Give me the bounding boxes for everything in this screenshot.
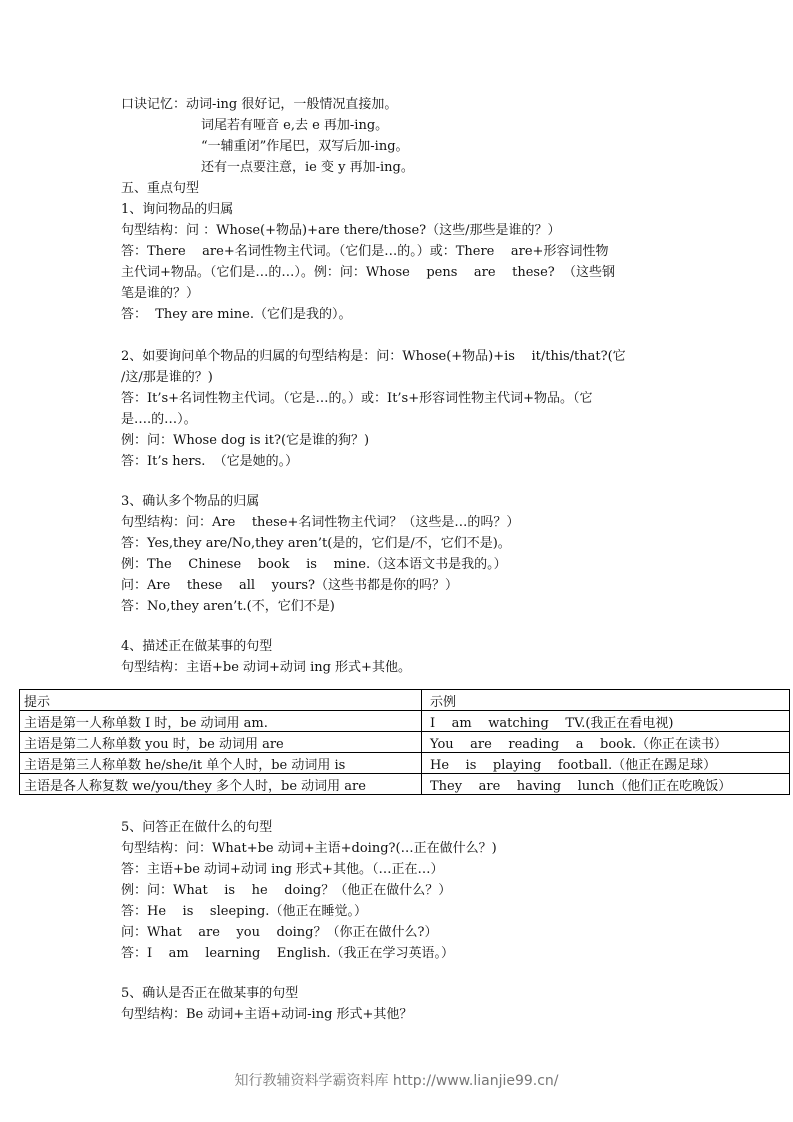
s2-title: 2、如要询问单个物品的归属的句型结构是：问：Whose(+物品)+is it/this/that?(它 (121, 349, 626, 364)
mnemonic-line-4: 还有一点要注意，ie 变 y 再加-ing。 (201, 160, 414, 175)
table-header-row (20, 690, 790, 711)
s3-line: 答：Yes,they are/No,they aren’t(是的，它们是/不，它们不是)。 (121, 536, 511, 551)
s3-line: 问：Are these all yours?（这些书都是你的吗？） (121, 578, 459, 593)
s3-line: 答：No,they aren’t.(不，它们不是) (121, 599, 335, 614)
table-row (20, 753, 790, 774)
s1-line: 笔是谁的？） (121, 286, 200, 301)
s5-line: 问：What are you doing？（你正在做什么?） (121, 925, 438, 940)
s4-title: 4、描述正在做某事的句型 (121, 639, 273, 654)
s5-line: 答：He is sleeping.（他正在睡觉。） (121, 904, 367, 919)
table-cell-hint: 主语是第二人称单数 you 时，be 动词用 are (20, 732, 422, 753)
s5-title: 5、问答正在做什么的句型 (121, 820, 273, 835)
s2-line: /这/那是谁的？) (121, 370, 213, 385)
s5-line: 句型结构：问：What+be 动词+主语+doing?(…正在做什么？) (121, 841, 497, 856)
s3-line: 例：The Chinese book is mine.（这本语文书是我的。） (121, 557, 507, 572)
table-cell-hint: 主语是第三人称单数 he/she/it 单个人时，be 动词用 is (20, 753, 422, 774)
s6-line: 句型结构：Be 动词+主语+动词-ing 形式+其他？ (121, 1007, 413, 1022)
section-heading: 五、重点句型 (121, 181, 200, 196)
table-cell-hint: 主语是第一人称单数 I 时，be 动词用 am. (20, 711, 422, 732)
table-header-example: 示例 (422, 690, 790, 711)
mnemonic-line-1: 口诀记忆：动词-ing 很好记，一般情况直接加。 (121, 97, 398, 112)
s1-line: 句型结构：问 ：Whose(+物品)+are there/those?（这些/那些是谁的？） (121, 223, 561, 238)
table-row (20, 732, 790, 753)
s2-line: 答：It’s hers. （它是她的。） (121, 454, 299, 469)
s4-line: 句型结构：主语+be 动词+动词 ing 形式+其他。 (121, 660, 411, 675)
s5-line: 答：主语+be 动词+动词 ing 形式+其他。（…正在…） (121, 862, 444, 877)
table-row (20, 774, 790, 795)
s1-line: 主代词+物品。（它们是…的…）。例：问：Whose pens are these? （这些钢 (121, 265, 616, 280)
s1-title: 1、询问物品的归属 (121, 202, 234, 217)
table-cell-example: I am watching TV.(我正在看电视) (422, 711, 790, 732)
mnemonic-line-3: “一辅重闭”作尾巴，双写后加-ing。 (201, 139, 409, 154)
be-verb-table (19, 689, 790, 795)
table-row (20, 711, 790, 732)
table-header-hint: 提示 (20, 690, 422, 711)
s6-title: 5、确认是否正在做某事的句型 (121, 986, 299, 1001)
s1-line: 答： They are mine.（它们是我的）。 (121, 307, 352, 322)
table-cell-example: He is playing football.（他正在踢足球） (422, 753, 790, 774)
mnemonic-line-2: 词尾若有哑音 e,去 e 再加-ing。 (201, 118, 389, 133)
s3-line: 句型结构：问：Are these+名词性物主代词？（这些是…的吗？） (121, 515, 520, 530)
s2-line: 例：问：Whose dog is it?(它是谁的狗？) (121, 433, 370, 448)
s3-title: 3、确认多个物品的归属 (121, 494, 260, 509)
table-cell-hint: 主语是各人称复数 we/you/they 多个人时，be 动词用 are (20, 774, 422, 795)
s5-line: 答：I am learning English.（我正在学习英语。） (121, 946, 455, 961)
table-cell-example: You are reading a book.（你正在读书） (422, 732, 790, 753)
s5-line: 例：问：What is he doing？（他正在做什么？） (121, 883, 452, 898)
table-cell-example: They are having lunch（他们正在吃晚饭） (422, 774, 790, 795)
s2-line: 是….的…）。 (121, 412, 197, 427)
s2-line: 答：It’s+名词性物主代词。（它是…的。）或：It’s+形容词性物主代词+物品。（它 (121, 391, 593, 406)
footer-watermark: 知行教辅资料学霸资料库 http://www.lianjie99.cn/ (234, 1073, 559, 1089)
s1-line: 答：There are+名词性物主代词。（它们是…的。）或：There are+形容词性物 (121, 244, 609, 259)
